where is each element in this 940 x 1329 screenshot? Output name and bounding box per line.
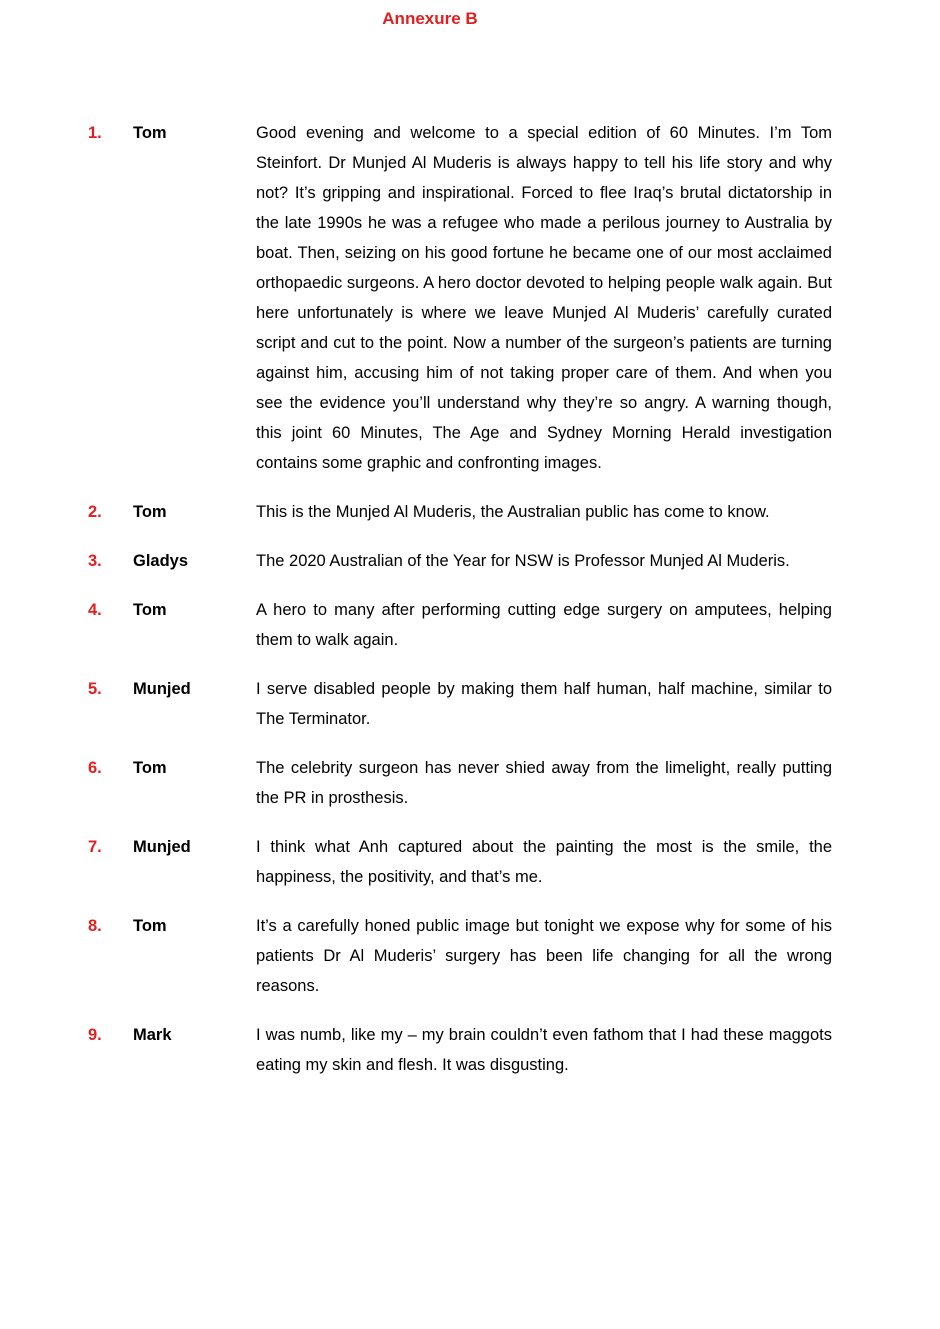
spoken-text: A hero to many after performing cutting edge surgery on amputees, helping them to walk again. <box>256 601 832 649</box>
spoken-text: I think what Anh captured about the painting the most is the smile, the happiness, the positivity, and that’s me. <box>256 838 832 886</box>
speaker-name: Tom <box>133 124 167 142</box>
transcript-entry <box>0 546 940 576</box>
transcript-entry <box>0 497 940 527</box>
transcript-entry <box>0 1020 940 1080</box>
transcript-entry <box>0 911 940 1001</box>
speaker-name: Gladys <box>133 552 189 570</box>
annexure-title: Annexure B <box>382 9 478 28</box>
entry-number: 5. <box>88 680 102 698</box>
spoken-text: The celebrity surgeon has never shied away from the limelight, really putting the PR in prosthesis. <box>256 759 832 807</box>
entry-number: 7. <box>88 838 102 856</box>
transcript-entry <box>0 674 940 734</box>
entry-number: 2. <box>88 503 102 521</box>
entry-number: 3. <box>88 552 102 570</box>
speaker-name: Munjed <box>133 838 191 856</box>
spoken-text: I was numb, like my – my brain couldn’t even fathom that I had these maggots eating my skin and flesh. It was disgusting. <box>256 1026 832 1074</box>
entry-number: 8. <box>88 917 102 935</box>
speaker-name: Tom <box>133 917 167 935</box>
transcript-entry <box>0 832 940 892</box>
entry-number: 6. <box>88 759 102 777</box>
speaker-name: Tom <box>133 601 167 619</box>
transcript <box>0 118 940 1099</box>
spoken-text: Good evening and welcome to a special edition of 60 Minutes. I’m Tom Steinfort. Dr Munjed Al Muderis is always happy to tell his life story and why not? It’s gripping and inspirational. Forced to flee Iraq’s brutal dictatorship in the late 1990s he was a refugee who made a perilous journey to Australia by boat. Then, seizing on his good fortune he became one of our most acclaimed orthopaedic surgeons. A hero doctor devoted to helping people walk again. But here unfortunately is where we leave Munjed Al Muderis’ carefully curated script and cut to the point. Now a number of the surgeon’s patients are turning against him, accusing him of not taking proper care of them. And when you see the evidence you’ll understand why they’re so angry. A warning though, this joint 60 Minutes, The Age and Sydney Morning Herald investigation contains some graphic and confronting images. <box>256 124 832 472</box>
transcript-entry <box>0 595 940 655</box>
entry-number: 4. <box>88 601 102 619</box>
speaker-name: Tom <box>133 503 167 521</box>
speaker-name: Mark <box>133 1026 172 1044</box>
entry-number: 1. <box>88 124 102 142</box>
spoken-text: This is the Munjed Al Muderis, the Australian public has come to know. <box>256 503 770 521</box>
speaker-name: Munjed <box>133 680 191 698</box>
speaker-name: Tom <box>133 759 167 777</box>
spoken-text: I serve disabled people by making them half human, half machine, similar to The Terminator. <box>256 680 832 728</box>
transcript-entry <box>0 753 940 813</box>
transcript-entry <box>0 118 940 478</box>
spoken-text: The 2020 Australian of the Year for NSW is Professor Munjed Al Muderis. <box>256 552 790 570</box>
entry-number: 9. <box>88 1026 102 1044</box>
spoken-text: It’s a carefully honed public image but tonight we expose why for some of his patients Dr Al Muderis’ surgery has been life changing for all the wrong reasons. <box>256 917 832 995</box>
